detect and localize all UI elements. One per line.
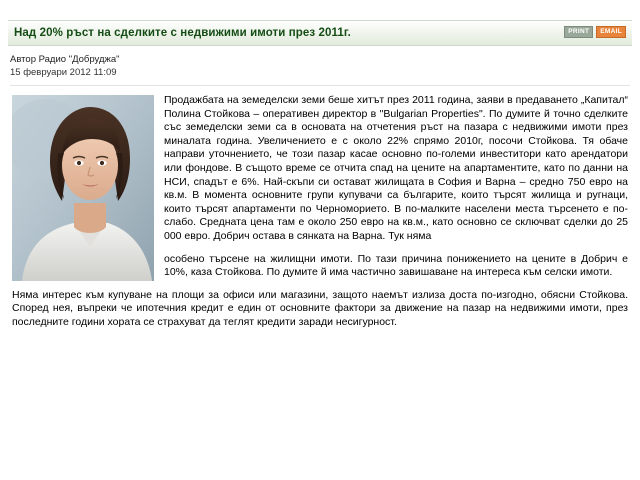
headline-bar	[8, 20, 632, 46]
top-spacer	[0, 0, 640, 20]
page-title: Над 20% ръст на сделките с недвижими имоти през 2011г.	[14, 27, 351, 39]
article-photo	[12, 95, 154, 281]
article-paragraph: Няма интерес към купуване на площи за офиси или магазини, защото наемът излиза доста по-изгодно, обясни Стойкова. Според нея, въпреки че ипотечния кредит е един от основните фактори за движение на пазар на недвижими имоти, през последните години хората се страхуват да теглят кредити заради несигурност.	[12, 288, 628, 328]
print-button[interactable]: PRINT	[564, 26, 593, 38]
byline-divider	[10, 85, 630, 86]
article-body	[12, 94, 628, 330]
portrait-photo-icon	[12, 95, 154, 281]
byline-author: Автор Радио "Добруджа"	[10, 54, 120, 65]
article-actions	[564, 26, 626, 38]
article-paragraph: Продажбата на земеделски земи беше хитът през 2011 година, заяви в предаването „Капитал“ Полина Стойкова – оперативен директор в "Bulgarian Properties". По думите й точно сделките със земеделски земи са в основата на отчетения ръст на пазара с недвижими имоти през миналата година. Увеличението е с около 22% спрямо 2010г, посочи Стойкова. Тя обаче направи уточнението, че този пазар касае основно по-големи инвеститори като арендатори или фондове. В същото време се отчита спад на цените на апартаментите, като по данни на НСИ, спадът е 6%. Най-скъпи си остават жилищата в София и Варна – средно 750 евро на кв.м. В момента основните групи купувачи са българите, които търсят жилища и ругнаци, които търсят апартаменти по Черноморието. В по-малките населени места търсенето е по-слабо. Средната цена там е около 250 евро на кв.м., като основно се сключват сделки до 25 000 евро. Добрич остава в сянката на Варна. Тук няма	[164, 94, 628, 242]
email-button[interactable]: EMAIL	[596, 26, 626, 38]
article-paragraph: особено търсене на жилищни имоти. По тази причина понижението на цените в Добрич е 10%, каза Стойкова. По думите й има частично завишаване на интереса към селски имоти.	[164, 252, 628, 279]
byline	[10, 53, 630, 79]
byline-date: 15 февруари 2012 11:09	[10, 67, 117, 78]
